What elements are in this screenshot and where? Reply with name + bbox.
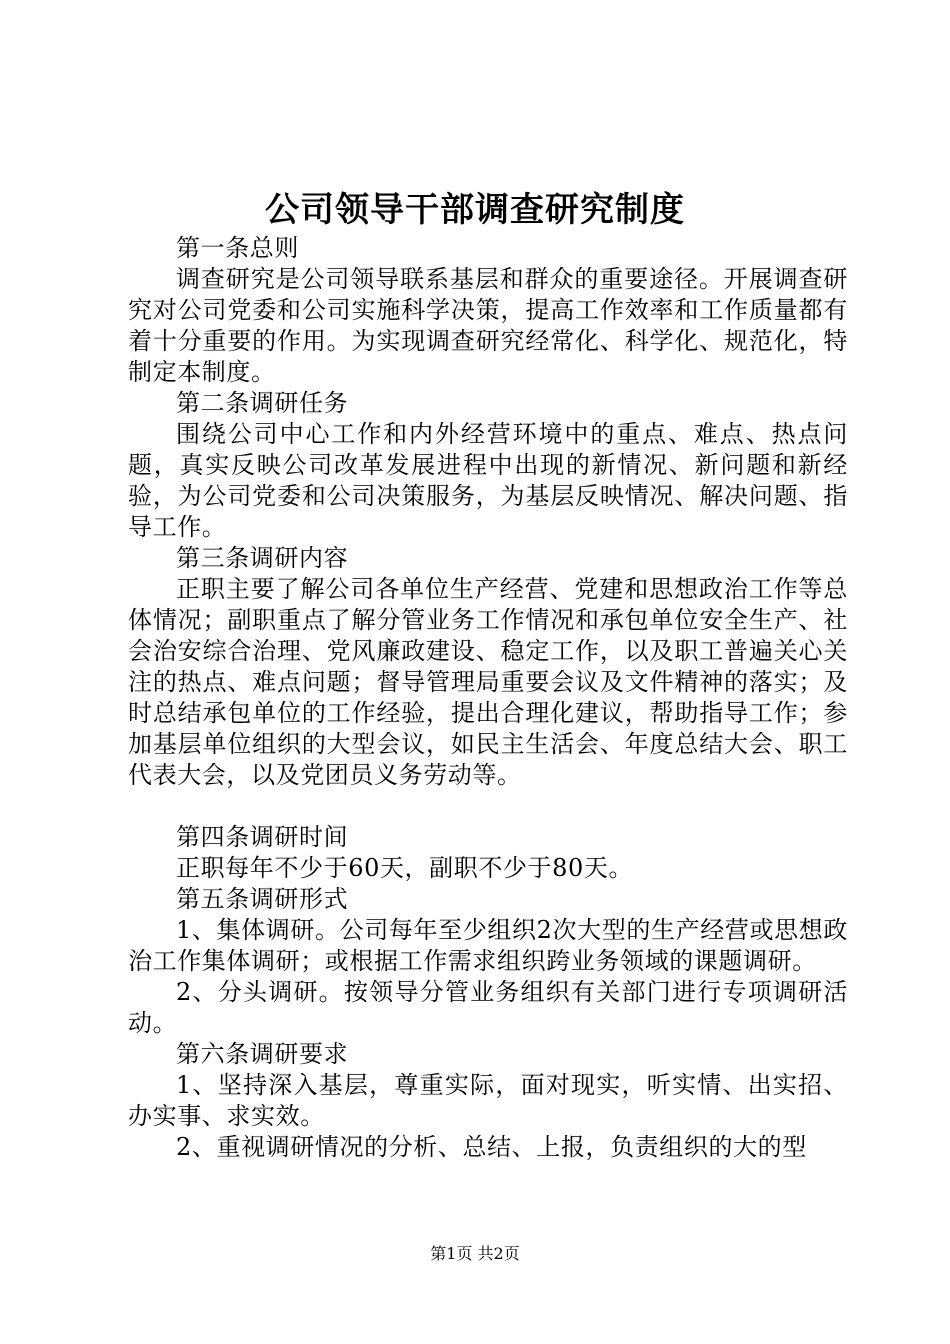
section-heading-1: 第一条总则 <box>176 234 299 262</box>
section-paragraph-3: 正职主要了解公司各单位生产经营、党建和思想政治工作等总体情况；副职重点了解分管业务工作情况和承包单位安全生产、社会治安综合治理、党风廉政建设、稳定工作，以及职工普遍关心关注的热点、难点问题；督导管理局重要会议及文件精神的落实；及时总结承包单位的工作经验，提出合理化建议，帮助指导工作；参加基层单位组织的大型会议，如民主生活会、年度总结大会、职工代表大会，以及党团员义务劳动等。 <box>128 575 848 789</box>
document-body <box>128 233 848 1163</box>
section-paragraph-6-1: 1、坚持深入基层，尊重实际，面对现实，听实情、出实招、办实事、求实效。 <box>128 1071 848 1130</box>
page-number-footer: 第1页 共2页 <box>430 1244 520 1263</box>
section-paragraph-6-2: 2、重视调研情况的分析、总结、上报，负责组织的大的型 <box>176 1133 807 1161</box>
section-paragraph-4: 正职每年不少于60天，副职不少于80天。 <box>176 854 634 882</box>
section-paragraph-2: 围绕公司中心工作和内外经营环境中的重点、难点、热点问题，真实反映公司改革发展进程中出现的新情况、新问题和新经验，为公司党委和公司决策服务，为基层反映情况、解决问题、指导工作。 <box>128 420 848 541</box>
section-heading-3: 第三条调研内容 <box>176 544 349 572</box>
section-heading-2: 第二条调研任务 <box>176 389 349 417</box>
section-paragraph-1: 调查研究是公司领导联系基层和群众的重要途径。开展调查研究对公司党委和公司实施科学决策，提高工作效率和工作质量都有着十分重要的作用。为实现调查研究经常化、科学化、规范化，特制定本制度。 <box>128 265 848 386</box>
section-heading-5: 第五条调研形式 <box>176 885 349 913</box>
section-heading-4: 第四条调研时间 <box>176 823 349 851</box>
section-heading-6: 第六条调研要求 <box>176 1040 349 1068</box>
section-paragraph-5-1: 1、集体调研。公司每年至少组织2次大型的生产经营或思想政治工作集体调研；或根据工作需求组织跨业务领域的课题调研。 <box>128 916 848 975</box>
document-title: 公司领导干部调查研究制度 <box>265 190 685 230</box>
section-paragraph-5-2: 2、分头调研。按领导分管业务组织有关部门进行专项调研活动。 <box>128 978 848 1037</box>
